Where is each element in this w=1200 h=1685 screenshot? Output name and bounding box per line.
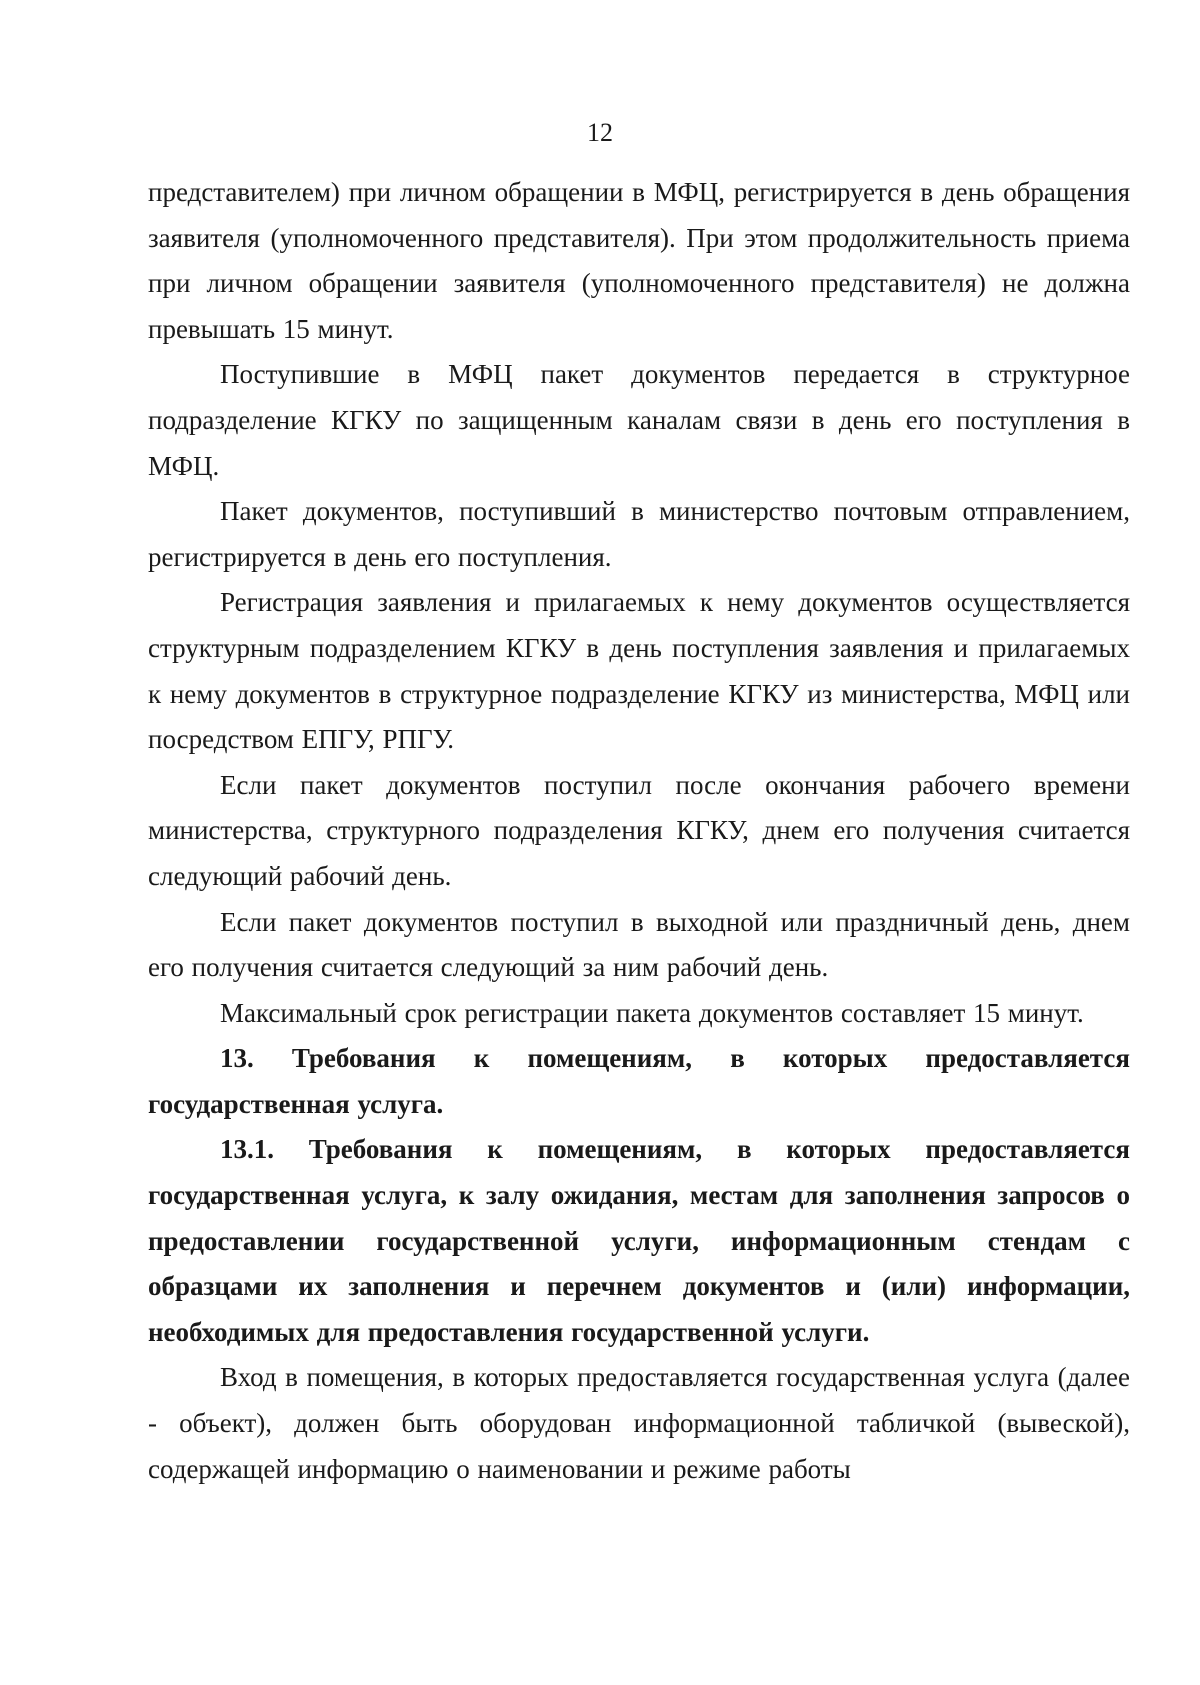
paragraph-mfc-transfer: Поступившие в МФЦ пакет документов передается в структурное подразделение КГКУ по защищенным каналам связи в день его поступления в МФЦ. [148, 359, 1130, 481]
section-heading-13-1: 13.1. Требования к помещениям, в которых предоставляется государственная услуга, к залу ожидания, местам для заполнения запросов о предоставлении государственной услуги, информационным стендам с образцами их заполнения и перечнем документов и (или) информации, необходимых для предоставления государственной услуги. [148, 1134, 1130, 1347]
paragraph-max-time: Максимальный срок регистрации пакета документов составляет 15 минут. [220, 997, 1084, 1028]
section-heading-13: 13. Требования к помещениям, в которых предоставляется государственная услуга. [148, 1043, 1130, 1119]
paragraph-holiday: Если пакет документов поступил в выходной или праздничный день, днем его получения считается следующий за ним рабочий день. [148, 906, 1130, 983]
paragraph-postal: Пакет документов, поступивший в министерство почтовым отправлением, регистрируется в день его поступления. [148, 496, 1130, 572]
paragraph-entrance: Вход в помещения, в которых предоставляется государственная услуга (далее - объект), должен быть оборудован информационной табличкой (вывеской), содержащей информацию о наименовании и режиме работы [148, 1362, 1130, 1484]
page-number: 12 [587, 118, 613, 147]
paragraph-after-hours: Если пакет документов поступил после окончания рабочего времени министерства, структурного подразделения КГКУ, днем его получения считается следующий рабочий день. [148, 769, 1130, 891]
document-body [148, 170, 1130, 1492]
paragraph-continuation: представителем) при личном обращении в МФЦ, регистрируется в день обращения заявителя (уполномоченного представителя). При этом продолжительность приема при личном обращении заявителя (уполномоченного представителя) не должна превышать 15 минут. [148, 177, 1130, 344]
paragraph-registration: Регистрация заявления и прилагаемых к нему документов осуществляется структурным подразделением КГКУ в день поступления заявления и прилагаемых к нему документов в структурное подразделение КГКУ из министерства, МФЦ или посредством ЕПГУ, РПГУ. [148, 587, 1130, 755]
